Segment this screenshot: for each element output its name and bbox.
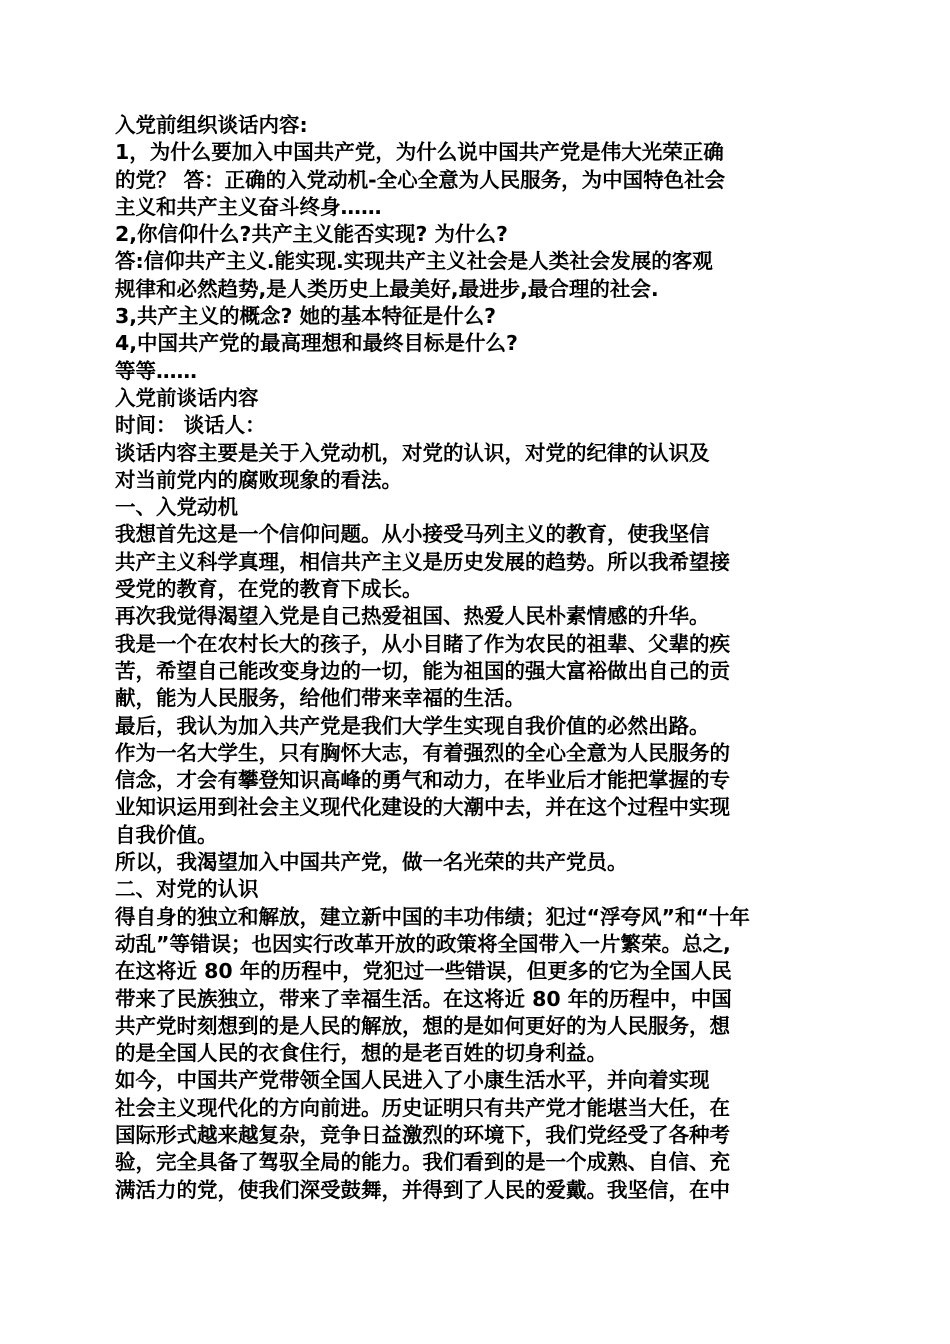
text-line: 信念，才会有攀登知识高峰的勇气和动力，在毕业后才能把掌握的专 bbox=[115, 768, 730, 793]
text-line: 我是一个在农村长大的孩子，从小目睹了作为农民的祖辈、父辈的疾 bbox=[115, 631, 730, 656]
text-line: 入党前组织谈话内容: bbox=[115, 113, 308, 137]
text-line: 3,共产主义的概念? 她的基本特征是什么? bbox=[115, 304, 496, 329]
text-line: 动乱”等错误；也因实行改革开放的政策将全国带入一片繁荣。总之, bbox=[115, 931, 731, 956]
text-line: 如今，中国共产党带领全国人民进入了小康生活水平，并向着实现 bbox=[115, 1068, 710, 1093]
text-line: 自我价值。 bbox=[115, 822, 218, 847]
text-line: 4,中国共产党的最高理想和最终目标是什么? bbox=[115, 331, 518, 356]
text-line: 验，完全具备了驾驭全局的能力。我们看到的是一个成熟、自信、充 bbox=[115, 1150, 730, 1175]
text-line: 1，为什么要加入中国共产党，为什么说中国共产党是伟大光荣正确 bbox=[115, 140, 724, 165]
text-line: 社会主义现代化的方向前进。历史证明只有共产党才能堪当大任，在 bbox=[115, 1095, 730, 1120]
text-line: 入党前谈话内容 bbox=[115, 385, 259, 410]
document-body bbox=[115, 112, 845, 1204]
text-line: 献，能为人民服务，给他们带来幸福的生活。 bbox=[115, 686, 525, 711]
text-line: 苦，希望自己能改变身边的一切，能为祖国的强大富裕做出自己的贡 bbox=[115, 658, 730, 683]
text-line: 共产主义科学真理，相信共产主义是历史发展的趋势。所以我希望接 bbox=[115, 549, 730, 574]
text-line: 时间： 谈话人： bbox=[115, 413, 266, 438]
text-line: 国际形式越来越复杂，竞争日益激烈的环境下，我们党经受了各种考 bbox=[115, 1122, 730, 1147]
text-line: 再次我觉得渴望入党是自己热爱祖国、热爱人民朴素情感的升华。 bbox=[115, 604, 710, 629]
text-line: 对当前党内的腐败现象的看法。 bbox=[115, 467, 402, 492]
text-line: 的党？ 答：正确的入党动机-全心全意为人民服务，为中国特色社会 bbox=[115, 167, 726, 192]
text-line: 业知识运用到社会主义现代化建设的大潮中去，并在这个过程中实现 bbox=[115, 795, 730, 820]
text-line: 的是全国人民的衣食住行，想的是老百姓的切身利益。 bbox=[115, 1041, 607, 1066]
text-line: 我想首先这是一个信仰问题。从小接受马列主义的教育，使我坚信 bbox=[115, 522, 710, 547]
text-line: 一、入党动机 bbox=[115, 495, 238, 520]
text-line: 答:信仰共产主义.能实现.实现共产主义社会是人类社会发展的客观 bbox=[115, 249, 713, 274]
text-line: 带来了民族独立，带来了幸福生活。在这将近 80 年的历程中，中国 bbox=[115, 986, 732, 1011]
text-line: 得自身的独立和解放，建立新中国的丰功伟绩；犯过“浮夸风”和“十年 bbox=[115, 904, 750, 929]
text-line: 满活力的党，使我们深受鼓舞，并得到了人民的爱戴。我坚信，在中 bbox=[115, 1177, 730, 1202]
text-line: 受党的教育，在党的教育下成长。 bbox=[115, 577, 423, 602]
text-line: 规律和必然趋势,是人类历史上最美好,最进步,最合理的社会. bbox=[115, 276, 659, 301]
text-line: 作为一名大学生，只有胸怀大志，有着强烈的全心全意为人民服务的 bbox=[115, 740, 730, 765]
text-line: 二、对党的认识 bbox=[115, 877, 259, 902]
text-line: 2,你信仰什么?共产主义能否实现? 为什么? bbox=[115, 222, 508, 247]
text-line: 在这将近 80 年的历程中，党犯过一些错误，但更多的它为全国人民 bbox=[115, 959, 732, 984]
text-line: 谈话内容主要是关于入党动机，对党的认识，对党的纪律的认识及 bbox=[115, 440, 710, 465]
text-line: 等等…… bbox=[115, 358, 197, 383]
text-line: 最后，我认为加入共产党是我们大学生实现自我价值的必然出路。 bbox=[115, 713, 710, 738]
text-line: 所以，我渴望加入中国共产党，做一名光荣的共产党员。 bbox=[115, 850, 628, 875]
text-line: 共产党时刻想到的是人民的解放，想的是如何更好的为人民服务，想 bbox=[115, 1013, 730, 1038]
text-line: 主义和共产主义奋斗终身…… bbox=[115, 194, 382, 219]
